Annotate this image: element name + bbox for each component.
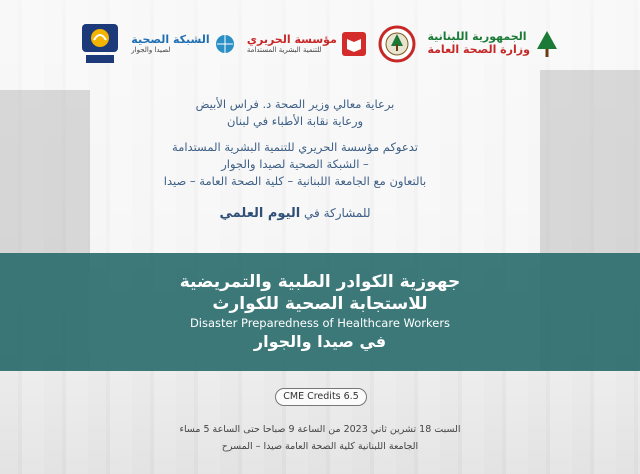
ministry-of-health-logo — [427, 29, 560, 59]
medical-seal-icon — [378, 22, 416, 66]
cedar-icon — [534, 29, 560, 59]
lebanese-university-icon — [80, 22, 120, 66]
inviter-foundation: تدعوكم مؤسسة الحريري للتنمية البشرية المستدامة — [172, 140, 418, 155]
health-network-name: الشبكة الصحية — [131, 32, 210, 46]
invite-prefix: للمشاركة في — [304, 206, 371, 221]
lebanese-order-of-physicians-logo — [378, 22, 416, 66]
logo-bar — [80, 22, 560, 66]
hariri-foundation-name: مؤسسة الحريري — [246, 32, 337, 46]
sponsor-order: ورعاية نقابة الأطباء في لبنان — [226, 113, 364, 128]
invitation-intro — [100, 96, 490, 224]
title-english: Disaster Preparedness of Healthcare Workers — [189, 316, 451, 331]
health-network-sub: لصيدا والجوار — [131, 46, 171, 55]
hariri-book-icon — [341, 31, 367, 57]
invite-highlight: اليوم العلمي — [219, 206, 301, 222]
health-network-logo — [131, 33, 235, 55]
inviter-network: – الشبكة الصحية لصيدا والجوار — [221, 157, 369, 172]
title-arabic-line1: جهوزية الكوادر الطبية والتمريضية — [179, 271, 461, 292]
lebanese-university-logo — [80, 22, 120, 66]
title-arabic-line3: في صيدا والجوار — [253, 332, 387, 352]
ministry-name: وزارة الصحة العامة — [427, 43, 530, 56]
collaboration-line: بالتعاون مع الجامعة اللبنانية – كلية الصحة العامة – صيدا — [163, 173, 427, 188]
ministry-country-name: الجمهورية اللبنانية — [427, 30, 527, 44]
title-band — [0, 253, 640, 371]
globe-icon — [214, 33, 236, 55]
hariri-foundation-logo — [247, 31, 367, 57]
title-arabic-line2: للاستجابة الصحية للكوارث — [212, 293, 428, 314]
hariri-foundation-sub: للتنمية البشرية المستدامة — [246, 46, 322, 55]
sponsor-minister: برعاية معالي وزير الصحة د. فراس الأبيض — [195, 97, 395, 111]
event-venue: الجامعة اللبنانية كلية الصحة العامة صيدا – المسرح — [221, 441, 419, 452]
invite-line — [100, 205, 490, 224]
event-date: السبت 18 تشرين ثاني 2023 من الساعة 9 صباحا حتى الساعة 5 مساء — [179, 424, 461, 435]
cme-credits-badge: CME Credits 6.5 — [275, 388, 367, 406]
